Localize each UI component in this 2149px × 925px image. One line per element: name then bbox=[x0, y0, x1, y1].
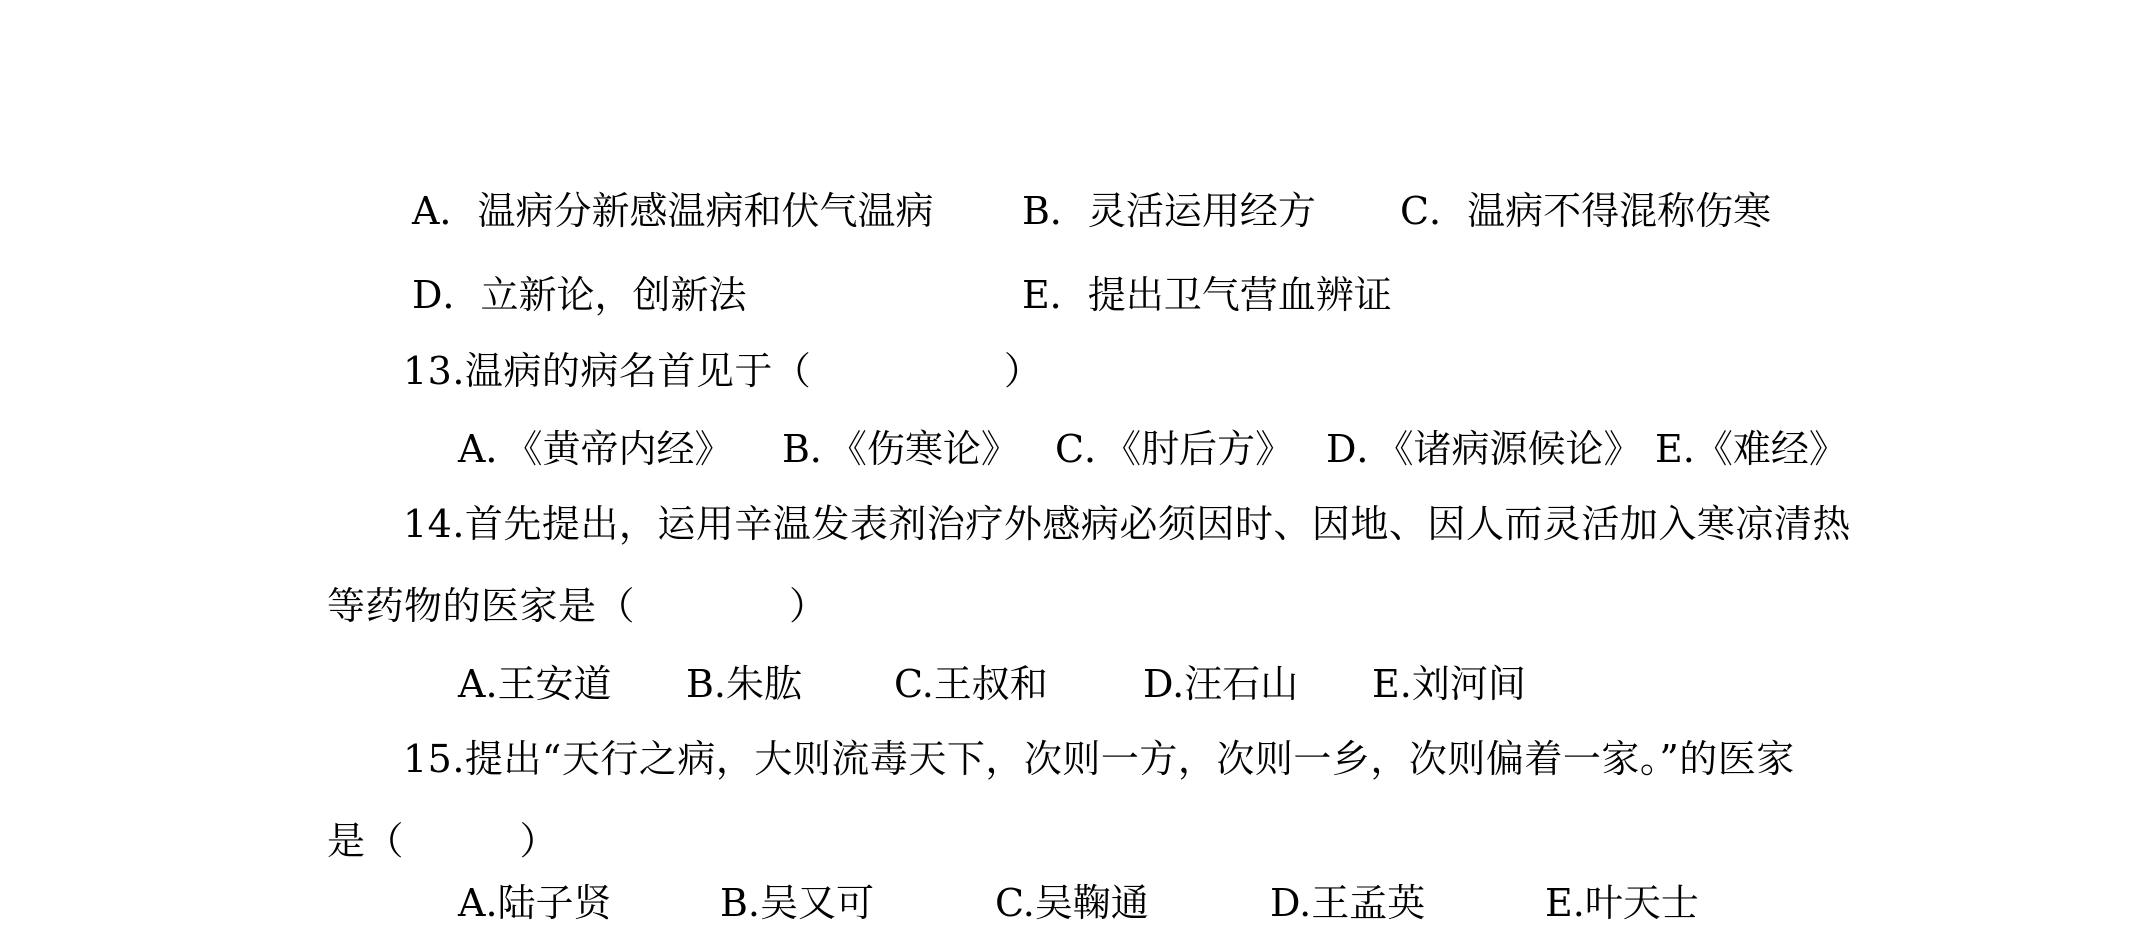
q14-stem-line1: 14.首先提出，运用辛温发表剂治疗外感病必须因时、因地、因人而灵活加入寒凉清热 bbox=[403, 502, 1851, 546]
q15-option-a: A.陆子贤 bbox=[458, 881, 612, 925]
q15-option-d: D.王孟英 bbox=[1270, 881, 1426, 925]
q15-option-e: E.叶天士 bbox=[1545, 881, 1699, 925]
q13-option-d: D．《诸病源候论》 bbox=[1326, 427, 1642, 471]
q15-option-c: C.吴鞠通 bbox=[995, 881, 1149, 925]
q12-option-a: A．温病分新感温病和伏气温病 bbox=[412, 189, 934, 233]
q13-option-b: B．《伤寒论》 bbox=[782, 427, 1019, 471]
q12-option-c: C．温病不得混称伤寒 bbox=[1400, 189, 1772, 233]
q12-option-d: D．立新论，创新法 bbox=[412, 273, 747, 317]
q14-stem-line2: 等药物的医家是（ ） bbox=[327, 584, 828, 628]
q15-stem-line1: 15.提出“天行之病，大则流毒天下，次则一方，次则一乡，次则偏着一家。”的医家 bbox=[403, 737, 1795, 781]
q13-stem: 13.温病的病名首见于（ ） bbox=[403, 349, 1043, 393]
q14-option-e: E.刘河间 bbox=[1372, 662, 1526, 706]
q13-option-e: E.《难经》 bbox=[1655, 427, 1847, 471]
q14-option-a: A.王安道 bbox=[458, 662, 612, 706]
q12-option-e: E．提出卫气营血辨证 bbox=[1022, 273, 1392, 317]
q15-stem-line2: 是（ ） bbox=[327, 819, 559, 863]
q13-option-c: C．《肘后方》 bbox=[1055, 427, 1294, 471]
q14-option-c: C.王叔和 bbox=[894, 662, 1048, 706]
q14-option-b: B.朱肱 bbox=[686, 662, 803, 706]
q15-option-b: B.吴又可 bbox=[720, 881, 875, 925]
q14-option-d: D.汪石山 bbox=[1143, 662, 1299, 706]
q12-option-b: B．灵活运用经方 bbox=[1022, 189, 1316, 233]
q15-options-partial-row bbox=[0, 876, 2149, 925]
q13-option-a: A．《黄帝内经》 bbox=[458, 427, 733, 471]
